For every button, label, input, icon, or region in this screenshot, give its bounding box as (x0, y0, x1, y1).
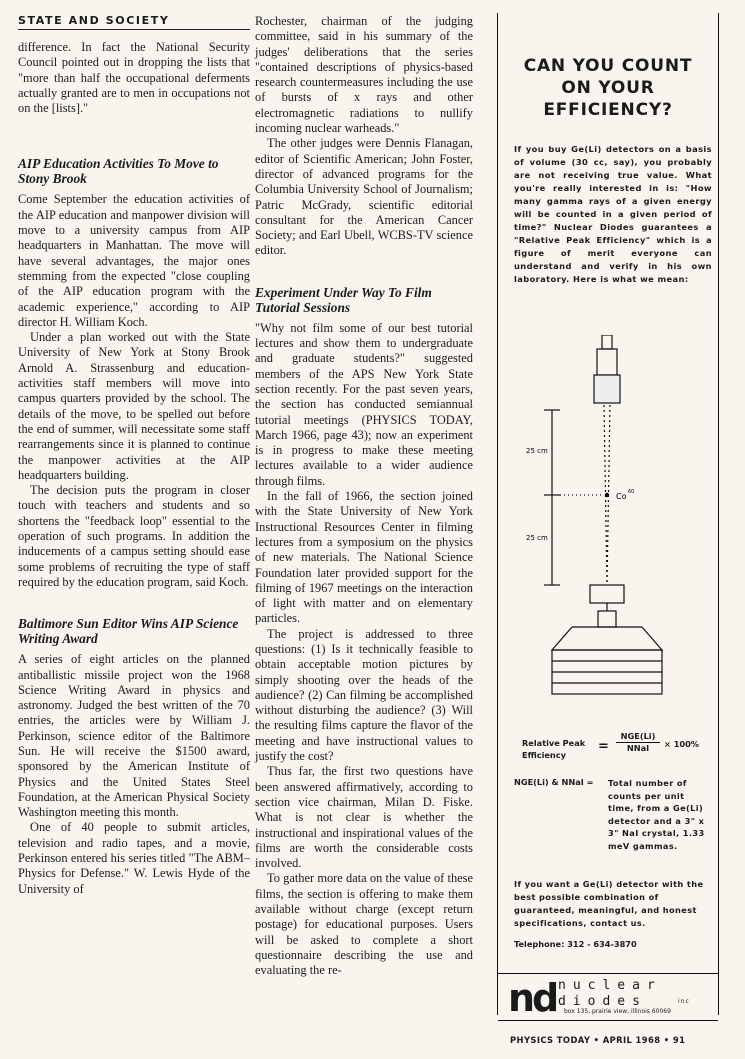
ad-headline-line: CAN YOU COUNT (523, 56, 693, 76)
article-heading-aip-education: AIP Education Activities To Move to Stony Brook (18, 156, 219, 187)
company-logo-mark: nd (508, 976, 557, 1020)
paragraph: Rochester, chairman of the judging committee, said in his summary of the judges' deliberations that the series "contained descriptions of physics-based research countermeasures including the use of bursts of x rays and other electromagnetic radiations to nullify incoming nuclear warheads." (255, 14, 473, 136)
ad-headline (498, 55, 718, 121)
paragraph: The decision puts the program in closer touch with teachers and students and so shortens the "feedback loop" essential to the operation of such programs. In addition the inducements of a campus setting should ease some problems of recruiting the type of staff required by the education program, said Koch. (18, 483, 250, 589)
company-name-line1: nuclear (558, 978, 662, 993)
paragraph: Under a plan worked out with the State University of New York at Stony Brook Arnold A. Strassenburg and education-activities staff members will move into campus quarters provided by the school. The details of the move, to be spelled out before the end of summer, will necessitate some staff rearrangements since it is planned to continue the manpower activities at the AIP headquarters building. (18, 330, 250, 482)
paragraph: The project is addressed to three questions: (1) Is it technically feasible to obtain acceptable motion pictures by simply shooting over the heads of the audience? (2) Can filming be accomplished without disturbing the audience? (3) Will the resulting films capture the flavor of the meeting and have instructional values to justify the cost? (255, 626, 473, 764)
definition-text: Total number of counts per unit time, from a Ge(Li) detector and a 3" x 3" NaI crystal, 1.33 meV gammas. (608, 778, 705, 851)
company-inc: inc (678, 998, 690, 1005)
ad-headline-line: EFFICIENCY? (543, 100, 673, 120)
article-heading-science-writing-award: Baltimore Sun Editor Wins AIP Science Writing Award (18, 616, 239, 647)
distance-label-upper: 25 cm (526, 447, 548, 455)
paragraph: Thus far, the first two questions have been answered affirmatively, according to section vice chairman, Milan D. Fiske. What is not clear is whether the instructional and inspirational values of the films are worth the considerable costs involved. (255, 764, 473, 871)
source-label: Co (616, 492, 627, 501)
ad-closing-text: If you want a Ge(Li) detector with the best possible combination of guaranteed, meaningful, and honest specifications, contact us. (514, 879, 704, 928)
paragraph: One of 40 people to submit articles, television and radio tapes, and a movie, Perkinson entered his series titled "The ABM–Physics for Defense." W. Lewis Hyde of the University of (18, 820, 250, 896)
middle-column (255, 14, 473, 979)
formula-denominator: NNaI (626, 743, 650, 753)
distance-label-lower: 25 cm (526, 534, 548, 542)
paragraph: In the fall of 1966, the section joined with the State University of New York Instructional Resources Center in filming lectures from a symposium on the physics of new materials. The National Science Foundation later provided support for the filming of 1967 meetings on the interaction of light with matter and on elementary particles. (255, 489, 473, 626)
paragraph: The other judges were Dennis Flanagan, editor of Scientific American; John Foster, director of advanced programs for the Columbia University School of Journalism; Patric McGrady, scientific editorial consultant for the American Cancer Society; and Earl Ubell, WCBS-TV science editor. (255, 136, 473, 258)
company-logo-block (498, 973, 718, 1021)
formula-equals: = (598, 739, 609, 754)
company-address: box 135, prairie view, illinois 60069 (564, 1008, 671, 1015)
definition-symbols: NGE(Li) & NNaI = (514, 777, 594, 787)
formula-label: Relative Peak Efficiency (522, 738, 586, 760)
formula-multiplier: × 100% (664, 739, 700, 749)
paragraph: A series of eight articles on the planned antiballistic missile project won the 1968 Science Writing Award in physics and astronomy. Judged the best written of the 70 entries, the articles were by William J. Perkinson, science editor of the Baltimore Sun. He will receive the $1500 award, sponsored by the American Institute of Physics and the United States Steel Foundation, at the American Physical Society Washington meeting this month. (18, 652, 250, 820)
formula-fraction (616, 731, 660, 753)
detector-probe (602, 335, 612, 349)
detector-body (597, 349, 617, 375)
section-heading: STATE AND SOCIETY (18, 14, 250, 30)
article-heading-film-tutorial: Experiment Under Way To Film Tutorial Sessions (255, 284, 432, 315)
formula-numerator: NGE(Li) (616, 731, 660, 743)
ad-phone: Telephone: 312 - 634-3870 (514, 939, 637, 949)
paragraph: difference. In fact the National Security Council pointed out in dropping the lists that "more than half the occupational deferments actually granted are to men in occupations not on the [lists]." (18, 40, 250, 116)
ad-headline-line: ON YOUR (561, 78, 655, 98)
ad-intro-text: If you buy Ge(Li) detectors on a basis of volume (30 cc, say), you probably are not receiving true value. What you're really interested in is: "How many gamma rays of a given energy will be counted in a given period of time?" Nuclear Diodes guarantees a "Relative Peak Efficiency" which is a figure of merit everyone can understand and verify in his own laboratory. Here is what we mean: (514, 144, 712, 284)
source-label-superscript: 60 (628, 489, 635, 495)
paragraph: "Why not film some of our best tutorial lectures and show them to undergraduate and graduate students?" suggested members of the APS New York State section recently. For the past seven years, the section has conducted semiannual tutorial meetings (PHYSICS TODAY, March 1966, page 43); now an experiment is in progress to make these meeting lectures available to a wider audience through films. (255, 320, 473, 488)
efficiency-formula (512, 731, 712, 771)
left-column (18, 40, 250, 897)
paragraph: Come September the education activities of the AIP education and manpower division will move to a university campus from AIP headquarters in Manhattan. The move will have several advantages, the major ones stemming from the expected "close coupling of the AIP education program with the academic experience," according to AIP director H. William Koch. (18, 192, 250, 329)
company-name-line2: diodes (558, 994, 647, 1009)
advertisement (497, 13, 719, 1020)
crystal-housing (594, 375, 620, 403)
page-footer: PHYSICS TODAY • APRIL 1968 • 91 (510, 1035, 686, 1045)
paragraph: To gather more data on the value of these films, the section is offering to make them available without charge (except return postage) for educational purposes. Users will be asked to complete a short questionnaire describing the use and evaluating the re- (255, 871, 473, 978)
detector-setup-diagram (512, 335, 712, 695)
